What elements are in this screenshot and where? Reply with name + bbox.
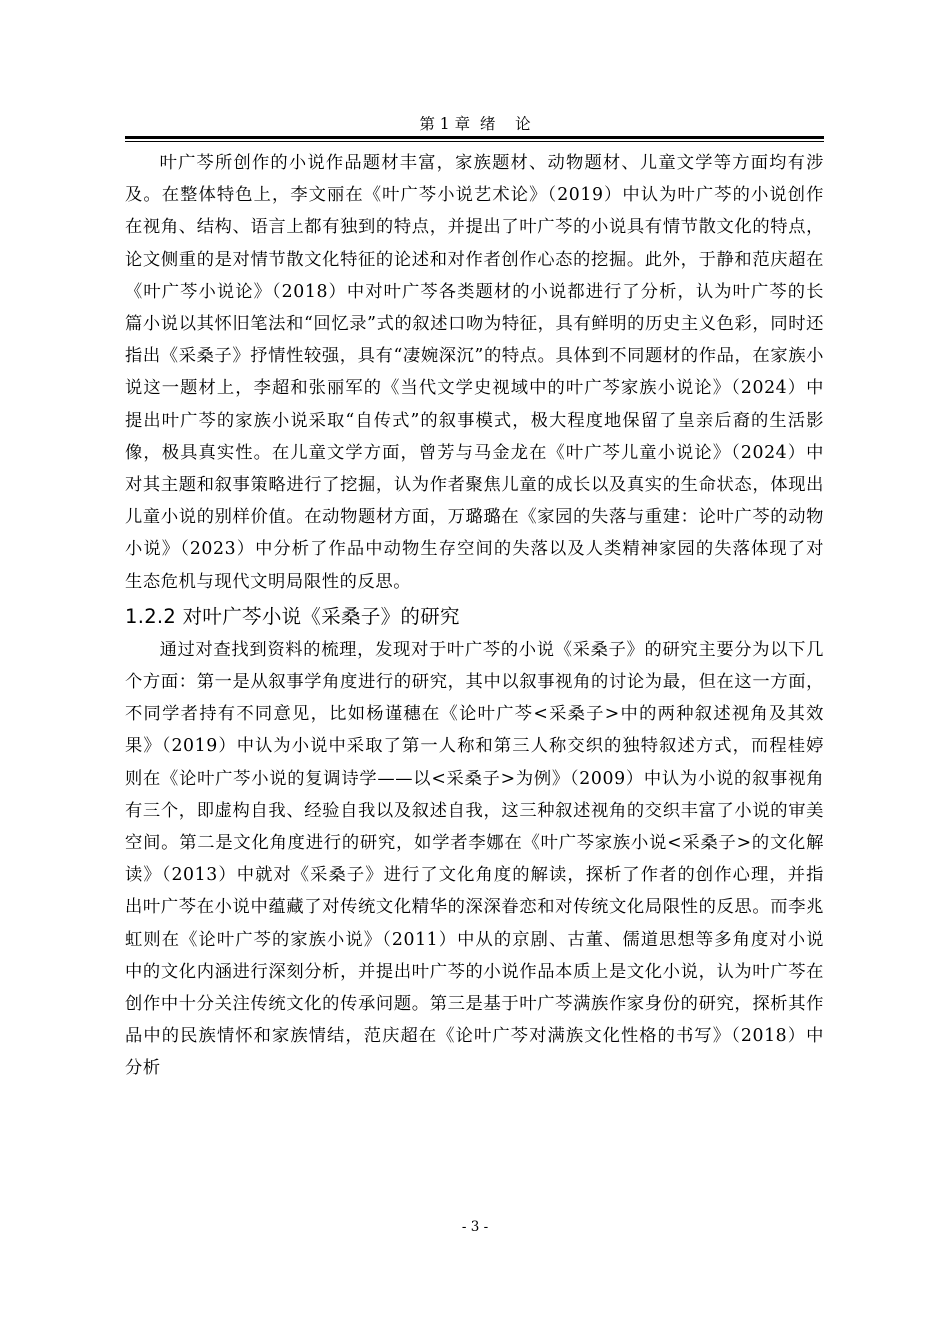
paragraph-literature-review: 叶广芩所创作的小说作品题材丰富，家族题材、动物题材、儿童文学等方面均有涉及。在整体特色上，李文丽在《叶广芩小说艺术论》（2019）中认为叶广芩的小说创作在视角、结构、语言上都有独到的特点，并提出了叶广芩的小说具有情节散文化的特点，论文侧重的是对情节散文化特征的论述和对作者创作心态的挖掘。此外，于静和范庆超在《叶广芩小说论》（2018）中对叶广芩各类题材的小说都进行了分析，认为叶广芩的长篇小说以其怀旧笔法和“回忆录”式的叙述口吻为特征，具有鲜明的历史主义色彩，同时还指出《采桑子》抒情性较强，具有“凄婉深沉”的特点。具体到不同题材的作品，在家族小说这一题材上，李超和张丽军的《当代文学史视域中的叶广芩家族小说论》（2024）中提出叶广芩的家族小说采取“自传式”的叙事模式，极大程度地保留了皇亲后裔的生活影像，极具真实性。在儿童文学方面，曾芳与马金龙在《叶广芩儿童小说论》（2024）中对其主题和叙事策略进行了挖掘，认为作者聚焦儿童的成长以及真实的生命状态，体现出儿童小说的别样价值。在动物题材方面，万璐璐在《家园的失落与重建：论叶广芩的动物小说》（2023）中分析了作品中动物生存空间的失落以及人类精神家园的失落体现了对生态危机与现代文明局限性的反思。	[125, 153, 824, 592]
page-number: - 3 -	[461, 1219, 489, 1235]
running-header: 第 1 章 绪 论	[419, 115, 531, 133]
body-text	[125, 147, 824, 1085]
section-heading: 1.2.2 对叶广芩小说《采桑子》的研究	[125, 604, 460, 628]
header-rule-thick	[125, 136, 824, 139]
header-rule-thin	[125, 141, 824, 142]
paragraph-caisangzi-research: 通过对查找到资料的梳理，发现对于叶广芩的小说《采桑子》的研究主要分为以下几个方面：第一是从叙事学角度进行的研究，其中以叙事视角的讨论为最，但在这一方面，不同学者持有不同意见，比如杨谨穗在《论叶广芩<采桑子>中的两种叙述视角及其效果》（2019）中认为小说中采取了第一人称和第三人称交织的独特叙述方式，而程桂婷则在《论叶广芩小说的复调诗学——以<采桑子>为例》（2009）中认为小说的叙事视角有三个，即虚构自我、经验自我以及叙述自我，这三种叙述视角的交织丰富了小说的审美空间。第二是文化角度进行的研究，如学者李娜在《叶广芩家族小说<采桑子>的文化解读》（2013）中就对《采桑子》进行了文化角度的解读，探析了作者的创作心理，并指出叶广芩在小说中蕴藏了对传统文化精华的深深眷恋和对传统文化局限性的反思。而李兆虹则在《论叶广芩的家族小说》（2011）中从的京剧、古董、儒道思想等多角度对小说中的文化内涵进行深刻分析，并提出叶广芩的小说作品本质上是文化小说，认为叶广芩在创作中十分关注传统文化的传承问题。第三是基于叶广芩满族作家身份的研究，探析其作品中的民族情怀和家族情结，范庆超在《论叶广芩对满族文化性格的书写》（2018）中分析	[125, 639, 824, 1079]
